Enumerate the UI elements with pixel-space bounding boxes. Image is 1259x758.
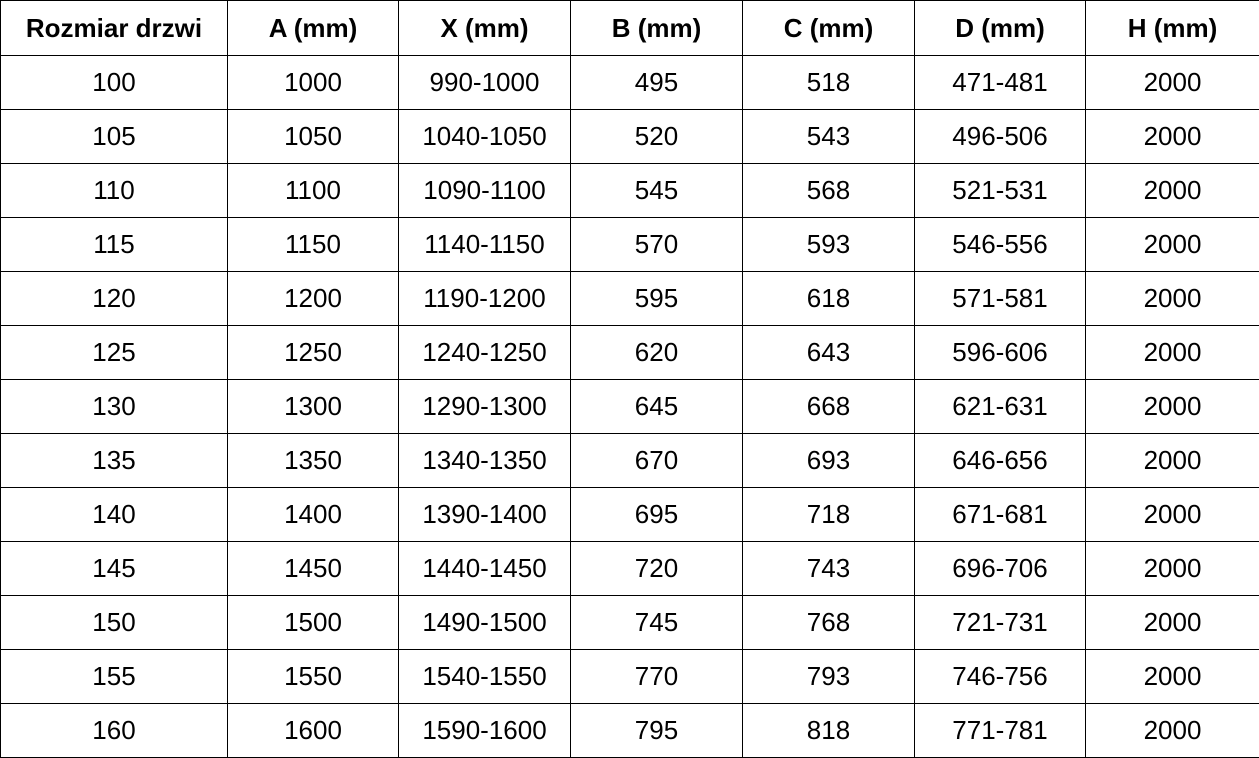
table-cell: 770 [571,650,743,704]
table-cell: 155 [1,650,228,704]
table-row [1,110,1259,164]
table-row [1,272,1259,326]
table-cell: 1250 [228,326,399,380]
table-cell: 2000 [1086,164,1259,218]
table-cell: 1300 [228,380,399,434]
table-cell: 150 [1,596,228,650]
table-cell: 1350 [228,434,399,488]
table-cell: 618 [743,272,915,326]
table-row [1,596,1259,650]
table-cell: 1440-1450 [399,542,571,596]
table-cell: 105 [1,110,228,164]
table-cell: 670 [571,434,743,488]
table-cell: 596-606 [915,326,1086,380]
table-cell: 1050 [228,110,399,164]
table-cell: 1100 [228,164,399,218]
table-cell: 1390-1400 [399,488,571,542]
table-cell: 621-631 [915,380,1086,434]
table-cell: 2000 [1086,272,1259,326]
table-cell: 568 [743,164,915,218]
table-cell: 2000 [1086,704,1259,758]
column-header-1: A (mm) [228,1,399,56]
table-cell: 593 [743,218,915,272]
table-cell: 2000 [1086,326,1259,380]
table-cell: 818 [743,704,915,758]
table-cell: 1190-1200 [399,272,571,326]
column-header-6: H (mm) [1086,1,1259,56]
table-cell: 1150 [228,218,399,272]
table-header-row [1,1,1259,56]
table-cell: 595 [571,272,743,326]
table-cell: 1090-1100 [399,164,571,218]
table-cell: 471-481 [915,56,1086,110]
table-cell: 2000 [1086,110,1259,164]
table-row [1,704,1259,758]
table-cell: 1600 [228,704,399,758]
table-cell: 145 [1,542,228,596]
table-cell: 125 [1,326,228,380]
table-cell: 2000 [1086,650,1259,704]
table-row [1,488,1259,542]
table-cell: 1000 [228,56,399,110]
table-cell: 695 [571,488,743,542]
table-cell: 795 [571,704,743,758]
table-cell: 718 [743,488,915,542]
table-cell: 160 [1,704,228,758]
table-cell: 2000 [1086,380,1259,434]
table-cell: 140 [1,488,228,542]
table-cell: 668 [743,380,915,434]
table-cell: 693 [743,434,915,488]
table-cell: 521-531 [915,164,1086,218]
table-cell: 2000 [1086,56,1259,110]
table-cell: 115 [1,218,228,272]
table-cell: 2000 [1086,542,1259,596]
table-cell: 520 [571,110,743,164]
table-cell: 571-581 [915,272,1086,326]
table-cell: 120 [1,272,228,326]
table-cell: 743 [743,542,915,596]
table-cell: 696-706 [915,542,1086,596]
table-cell: 721-731 [915,596,1086,650]
table-cell: 671-681 [915,488,1086,542]
table-row [1,164,1259,218]
table-cell: 1340-1350 [399,434,571,488]
column-header-3: B (mm) [571,1,743,56]
table-cell: 1500 [228,596,399,650]
table-cell: 2000 [1086,488,1259,542]
table-cell: 1240-1250 [399,326,571,380]
table-row [1,56,1259,110]
table-cell: 768 [743,596,915,650]
table-cell: 1490-1500 [399,596,571,650]
table-cell: 545 [571,164,743,218]
table-cell: 1140-1150 [399,218,571,272]
table-cell: 646-656 [915,434,1086,488]
table-row [1,650,1259,704]
table-row [1,542,1259,596]
table-cell: 100 [1,56,228,110]
table-cell: 496-506 [915,110,1086,164]
table-header [1,1,1259,56]
table-cell: 793 [743,650,915,704]
table-cell: 1450 [228,542,399,596]
table-cell: 1290-1300 [399,380,571,434]
table-cell: 518 [743,56,915,110]
table-cell: 746-756 [915,650,1086,704]
table-cell: 1040-1050 [399,110,571,164]
table-cell: 495 [571,56,743,110]
column-header-5: D (mm) [915,1,1086,56]
table-row [1,380,1259,434]
column-header-0: Rozmiar drzwi [1,1,228,56]
table-cell: 543 [743,110,915,164]
table-cell: 643 [743,326,915,380]
column-header-4: C (mm) [743,1,915,56]
table-cell: 645 [571,380,743,434]
table-cell: 1400 [228,488,399,542]
table-cell: 990-1000 [399,56,571,110]
table-row [1,218,1259,272]
table-body [1,56,1259,758]
table-cell: 135 [1,434,228,488]
table-cell: 620 [571,326,743,380]
table-cell: 745 [571,596,743,650]
column-header-2: X (mm) [399,1,571,56]
table-cell: 1590-1600 [399,704,571,758]
table-cell: 546-556 [915,218,1086,272]
table-row [1,434,1259,488]
table-cell: 2000 [1086,218,1259,272]
table-cell: 1540-1550 [399,650,571,704]
table-cell: 2000 [1086,434,1259,488]
table-cell: 570 [571,218,743,272]
table-cell: 110 [1,164,228,218]
table-cell: 130 [1,380,228,434]
table-row [1,326,1259,380]
table-cell: 1550 [228,650,399,704]
table-cell: 1200 [228,272,399,326]
table-cell: 2000 [1086,596,1259,650]
table-cell: 720 [571,542,743,596]
table-cell: 771-781 [915,704,1086,758]
